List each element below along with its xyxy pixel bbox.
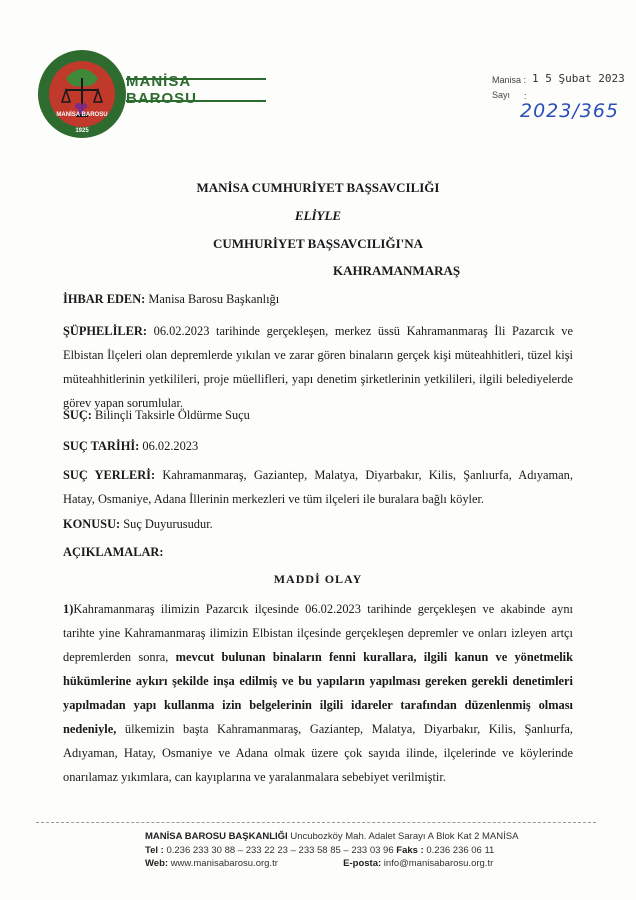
ihbar-label: İHBAR EDEN: xyxy=(63,292,146,306)
ihbar-field xyxy=(63,287,279,311)
aciklamalar-label: AÇIKLAMALAR: xyxy=(63,545,164,559)
paragraph-part-1: Kahramanmaraş ilimizin Pazarcık ilçesinde 06.02.2023 tarihinde gerçekleşen ve akabinde aynı tarihte yine Kahramanmaraş ilimizin Elbistan ilçesinde gerçekleşen depremler ve onları izleyen artçı depremlerden sonra, xyxy=(63,602,573,664)
address-line-2: ELİYLE xyxy=(294,208,342,223)
footer-line-1 xyxy=(145,831,518,842)
suc-value: Bilinçli Taksirle Öldürme Suçu xyxy=(95,408,250,422)
suc-tarihi-field xyxy=(63,434,198,458)
section-title: MADDİ OLAY xyxy=(273,572,363,586)
footer-org: MANİSA BAROSU BAŞKANLIĞI xyxy=(145,831,288,842)
suc-yerleri-label: SUÇ YERLERİ: xyxy=(63,468,156,482)
address-line-3: CUMHURİYET BAŞSAVCILIĞI'NA xyxy=(212,236,424,251)
konusu-label: KONUSU: xyxy=(63,517,121,531)
footer-email-label: E-posta: xyxy=(343,858,382,869)
footer-web-label: Web: xyxy=(145,858,169,869)
address-line-1: MANİSA CUMHURİYET BAŞSAVCILIĞI xyxy=(196,180,440,195)
suc-field xyxy=(63,403,250,427)
paragraph-part-3: ülkemizin başta Kahramanmaraş, Gaziantep, Malatya, Diyarbakır, Kilis, Şanlıurfa, Adıyaman, Hatay, Osmaniye ve Adana olmak üzere çok sayıda ilinde, ilçelerinde ve köylerinde onarılamaz yıkımlara, can kayıplarına ve yaralanmalara sebebiyet verilmiştir. xyxy=(63,722,573,784)
address-line-4: KAHRAMANMARAŞ xyxy=(333,263,461,278)
footer-fax-value: 0.236 236 06 11 xyxy=(426,845,495,856)
konusu-field xyxy=(63,512,213,536)
suc-label: SUÇ: xyxy=(63,408,92,422)
meta-city-label: Manisa : xyxy=(492,75,527,85)
footer-fax-label: Faks : xyxy=(396,845,424,856)
footer-line-2 xyxy=(145,845,494,856)
paragraph-number: 1) xyxy=(63,602,74,616)
stamp-date: 1 5 Şubat 2023 xyxy=(532,72,625,85)
main-paragraph xyxy=(63,597,573,789)
suc-yerleri-field xyxy=(63,463,573,511)
ihbar-value: Manisa Barosu Başkanlığı xyxy=(148,292,280,306)
handwritten-number: 2023/365 xyxy=(520,100,620,122)
supheliler-label: ŞÜPHELİLER: xyxy=(63,324,147,338)
footer-line-3 xyxy=(145,858,493,869)
suc-tarihi-value: 06.02.2023 xyxy=(142,439,199,453)
footer-tel-value: 0.236 233 30 88 – 233 22 23 – 233 58 85 – 233 03 96 xyxy=(166,845,394,856)
bar-logo xyxy=(36,48,128,140)
suc-tarihi-label: SUÇ TARİHİ: xyxy=(63,439,140,453)
logo-year: 1925 xyxy=(75,128,89,134)
konusu-value: Suç Duyurusudur. xyxy=(123,517,213,531)
footer-email-link[interactable]: info@manisabarosu.org.tr xyxy=(383,858,494,869)
meta-colon: : xyxy=(524,91,527,101)
logo-top-text: MANİSA xyxy=(56,112,80,118)
logo-side-text: BAROSU xyxy=(81,112,108,118)
supheliler-value: 06.02.2023 tarihinde gerçekleşen, merkez üssü Kahramanmaraş İli Pazarcık ve Elbistan İlçeleri olan depremlerde yıkılan ve zarar gören binaların gerçek kişi müteahhitleri, tüzel kişi müteahhitlerinin yetkilileri, proje müellifleri, yapı denetim şirketlerinin yetkilileri, ilgili belediyelerde görev yapan sorumlular. xyxy=(63,324,573,410)
footer-divider xyxy=(36,822,596,823)
footer-tel-label: Tel : xyxy=(145,845,164,856)
footer-address: Uncubozköy Mah. Adalet Sarayı A Blok Kat 2 MANİSA xyxy=(290,831,519,842)
footer-web-link[interactable]: www.manisabarosu.org.tr xyxy=(170,858,278,869)
paragraph-part-2: mevcut bulunan binaların fenni kurallara, ilgili kanun ve yönetmelik hükümlerine aykırı şekilde inşa edilmiş ve bu yapıların yapılması gereken gerekli denetimleri yapılmadan yapı kullanma izin belgelerinin ilgili idareler tarafından düzenlenmiş olması nedeniyle, xyxy=(63,650,573,736)
supheliler-field xyxy=(63,319,573,415)
meta-number-label: Sayı xyxy=(492,90,511,100)
suc-yerleri-value: Kahramanmaraş, Gaziantep, Malatya, Diyarbakır, Kilis, Şanlıurfa, Adıyaman, Hatay, Osmaniye, Adana İllerinin merkezleri ve tüm ilçeleri ile buralara bağlı köyler. xyxy=(63,468,573,506)
org-name: MANİSA BAROSU xyxy=(126,78,266,102)
